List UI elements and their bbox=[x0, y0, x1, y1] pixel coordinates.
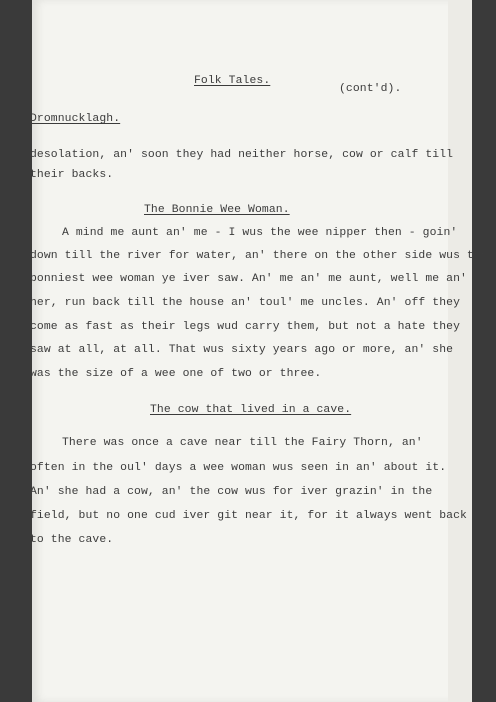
text-line: to the cave. bbox=[30, 534, 114, 546]
text-line: down till the river for water, an' there on the other side wus the bbox=[30, 250, 488, 262]
text-line: An' she had a cow, an' the cow wus for iver grazin' in the bbox=[30, 486, 433, 498]
continued-label: (cont'd). bbox=[339, 83, 402, 95]
text-line: often in the oul' days a wee woman wus seen in an' about it. bbox=[30, 462, 447, 474]
text-line: saw at all, at all. That wus sixty years ago or more, an' she bbox=[30, 344, 454, 356]
text-line: bonniest wee woman ye iver saw. An' me an' me aunt, well me an' bbox=[30, 273, 467, 285]
text-line: desolation, an' soon they had neither horse, cow or calf till bbox=[30, 149, 454, 161]
text-line: their backs. bbox=[30, 169, 114, 181]
document-page bbox=[30, 0, 488, 702]
place-heading: Dromnucklagh. bbox=[30, 113, 121, 125]
section-title: The Bonnie Wee Woman. bbox=[144, 204, 290, 216]
text-line: A mind me aunt an' me - I wus the wee nipper then - goin' bbox=[62, 227, 458, 239]
section-title: The cow that lived in a cave. bbox=[150, 404, 352, 416]
text-line: her, run back till the house an' toul' me uncles. An' off they bbox=[30, 297, 461, 309]
page-title: Folk Tales. bbox=[194, 75, 271, 87]
text-line: There was once a cave near till the Fairy Thorn, an' bbox=[62, 437, 423, 449]
text-line: field, but no one cud iver git near it, for it always went back bbox=[30, 510, 467, 522]
text-line: come as fast as their legs wud carry them, but not a hate they bbox=[30, 321, 461, 333]
text-line: was the size of a wee one of two or three. bbox=[30, 368, 322, 380]
